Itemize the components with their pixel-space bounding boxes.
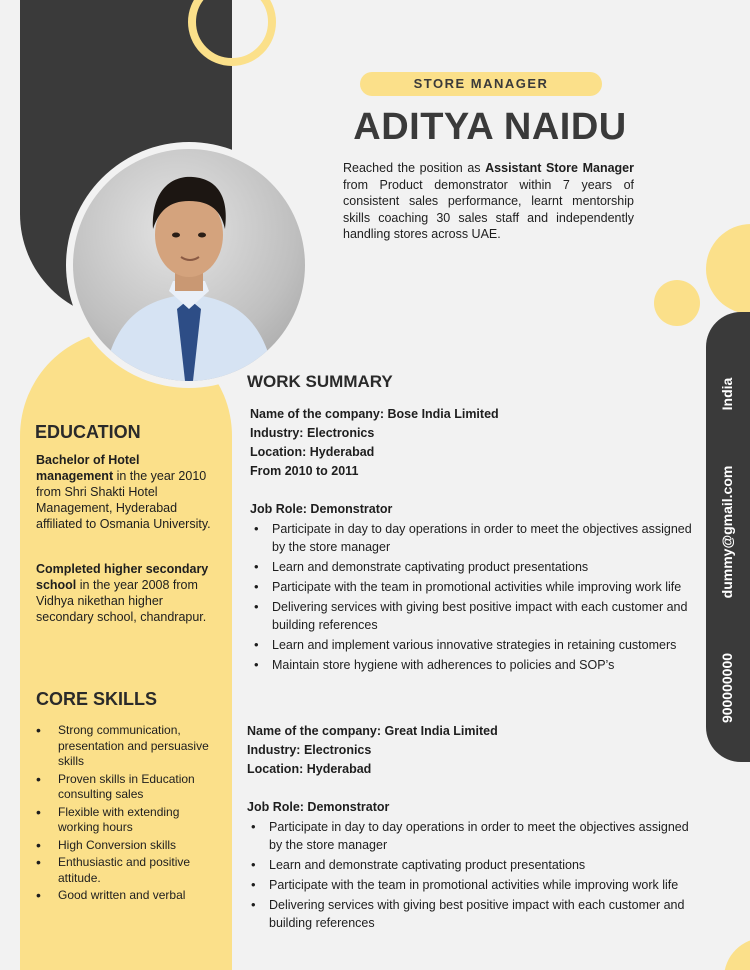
contact-location: India [719, 377, 735, 411]
list-item: • Participate in day to day operations in order to meet the objectives assigned by the store manager [247, 818, 697, 854]
industry: Industry: Electronics [247, 743, 372, 757]
job-title-badge: STORE MANAGER [360, 72, 602, 96]
skill-item: • Strong communication, presentation and persuasive skills [36, 723, 216, 770]
skill-item: • Proven skills in Education consulting sales [36, 772, 216, 803]
education-item: Bachelor of Hotel management in the year 2010 from Shri Shakti Hotel Management, Hyderabad affiliated to Osmania University. [36, 453, 211, 531]
list-item: • Participate with the team in promotional activities while improving work life [250, 578, 700, 596]
list-item: • Participate with the team in promotional activities while improving work life [247, 876, 697, 894]
company-name: Name of the company: Great India Limited [247, 724, 498, 738]
person-portrait-icon [73, 149, 305, 381]
job-role: Job Role: Demonstrator [247, 800, 390, 814]
profile-summary: Reached the position as Assistant Store Manager from Product demonstrator within 7 years of consistent sales performance, learnt mentorship skills coaching 30 sales staff and independently handling stores across UAE. [343, 161, 635, 241]
contact-phone[interactable]: 900000000 [719, 652, 735, 724]
location: Location: Hyderabad [250, 445, 375, 459]
skill-item: • Enthusiastic and positive attitude. [36, 855, 216, 886]
education-item: Completed higher secondary school in the year 2008 from Vidhya nikethan higher secondary school, chandrapur. [36, 562, 209, 624]
profile-photo [73, 149, 305, 381]
decorative-yellow-circle-bottom [724, 938, 750, 970]
summary-highlight: Assistant Store Manager [485, 161, 635, 175]
job-role: Job Role: Demonstrator [250, 502, 393, 516]
education-heading: EDUCATION [35, 422, 141, 442]
skills-list [36, 723, 216, 906]
work-summary-heading: WORK SUMMARY [247, 372, 393, 391]
list-item: • Learn and demonstrate captivating product presentations [250, 558, 700, 576]
list-item: • Participate in day to day operations in order to meet the objectives assigned by the store manager [250, 520, 700, 556]
skills-heading: CORE SKILLS [36, 689, 158, 709]
skill-item: • High Conversion skills [36, 838, 216, 854]
contact-email[interactable]: dummy@gmail.com [719, 465, 735, 599]
list-item: • Learn and demonstrate captivating product presentations [247, 856, 697, 874]
location: Location: Hyderabad [247, 762, 372, 776]
list-item: • Maintain store hygiene with adherences to policies and SOP’s [250, 656, 700, 674]
responsibilities-list [247, 818, 697, 932]
list-item: • Delivering services with giving best positive impact with each customer and building references [247, 896, 697, 932]
skill-item: • Flexible with extending working hours [36, 805, 216, 836]
company-name: Name of the company: Bose India Limited [250, 407, 499, 421]
job-entry-2 [247, 722, 697, 934]
decorative-yellow-circle-small [654, 280, 700, 326]
job-entry-1 [250, 405, 700, 676]
skill-item: • Good written and verbal [36, 888, 216, 904]
list-item: • Delivering services with giving best positive impact with each customer and building references [250, 598, 700, 634]
candidate-name: ADITYA NAIDU [353, 106, 627, 148]
period: From 2010 to 2011 [250, 464, 359, 478]
responsibilities-list [250, 520, 700, 674]
industry: Industry: Electronics [250, 426, 375, 440]
list-item: • Learn and implement various innovative strategies in retaining customers [250, 636, 700, 654]
